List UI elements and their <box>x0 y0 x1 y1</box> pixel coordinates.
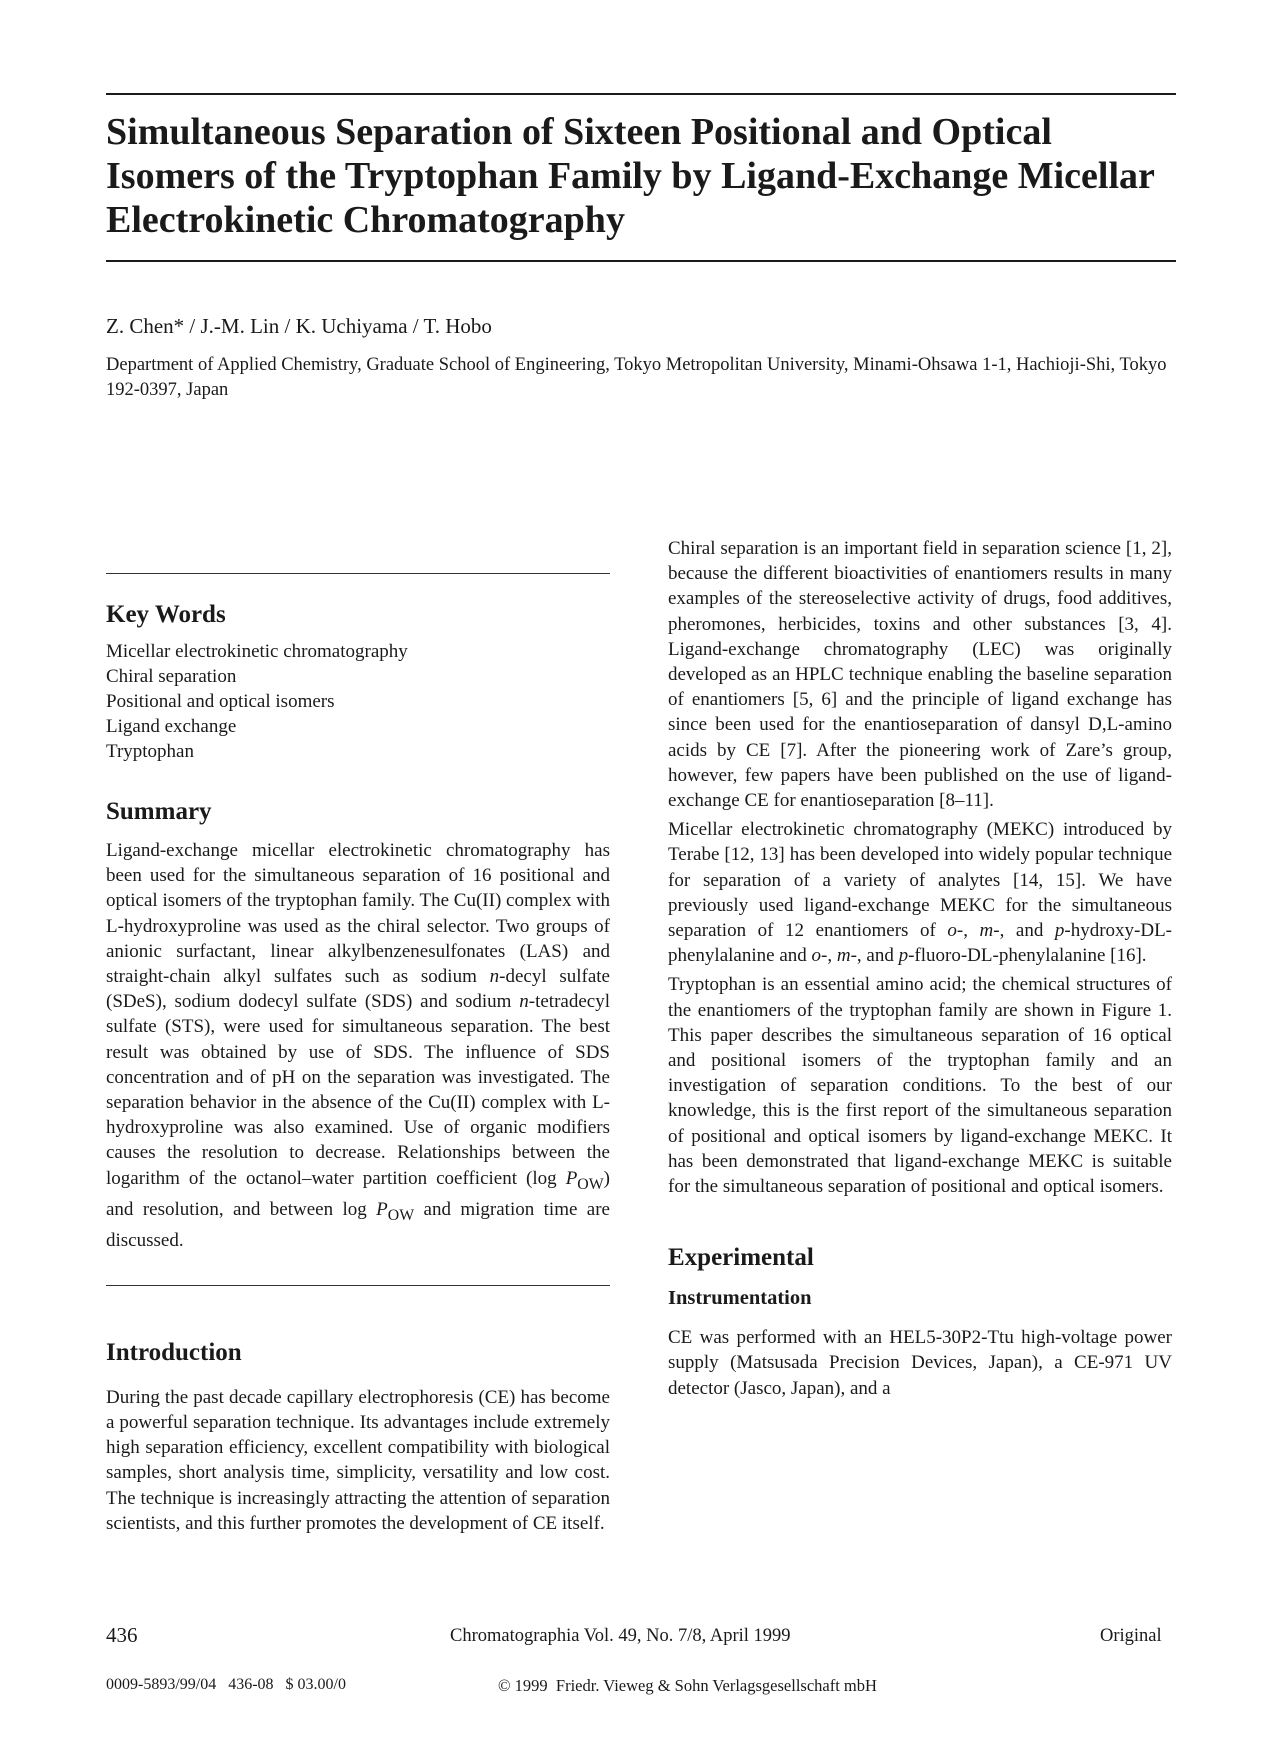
affiliation: Department of Applied Chemistry, Graduate School of Engineering, Tokyo Metropolitan University, Minami-Ohsawa 1-1, Hachioji-Shi, Tokyo 192-0397, Japan <box>106 355 1167 400</box>
introduction-paragraph-1: During the past decade capillary electrophoresis (CE) has become a powerful separation technique. Its advantages include extremely high separation efficiency, excellent compatibility with biological samples, short analysis time, simplicity, versatility and low cost. The technique is increasingly attracting the attention of separation scientists, and this further promotes the development of CE itself. <box>106 1386 610 1534</box>
keyword-item: Chiral separation <box>106 666 237 687</box>
introduction-paragraph-4: Tryptophan is an essential amino acid; the chemical structures of the enantiomers of the tryptophan family are shown in Figure 1. This paper describes the simultaneous separation of 16 optical and positional isomers of the tryptophan family and an investigation of separation conditions. To the best of our knowledge, this is the first report of the simultaneous separation of positional and optical isomers by ligand-exchange MEKC. It has been demonstrated that ligand-exchange MEKC is suitable for the simultaneous separation of positional and optical isomers. <box>668 974 1172 1198</box>
summary-heading: Summary <box>106 798 212 825</box>
right-column <box>668 536 1172 1401</box>
keyword-item: Positional and optical isomers <box>106 691 335 712</box>
keyword-item: Ligand exchange <box>106 716 237 737</box>
article-type: Original <box>1100 1626 1162 1646</box>
keyword-item: Tryptophan <box>106 741 194 762</box>
issn-code: 0009-5893/99/04 436-08 $ 03.00/0 <box>106 1676 346 1693</box>
introduction-paragraph-2: Chiral separation is an important field in separation science [1, 2], because the different bioactivities of enantiomers results in many examples of the stereoselective activity of drugs, food additives, pheromones, herbicides, toxins and other substances [3, 4]. Ligand-exchange chromatography (LEC) was originally developed as an HPLC technique enabling the baseline separation of enantiomers [5, 6] and the principle of ligand exchange has since been used for the enantioseparation of dansyl D,L-amino acids by CE [7]. After the pioneering work of Zare’s group, however, few papers have been published on the use of ligand-exchange CE for enantioseparation [8–11]. <box>668 538 1172 812</box>
instrumentation-paragraph: CE was performed with an HEL5-30P2-Ttu high-voltage power supply (Matsusada Precision Devices, Japan), a CE-971 UV detector (Jasco, Japan), and a <box>668 1327 1172 1399</box>
page-number: 436 <box>106 1623 138 1647</box>
keywords-top-rule <box>106 573 610 574</box>
experimental-heading: Experimental <box>668 1244 814 1272</box>
keywords-heading: Key Words <box>106 601 226 628</box>
summary-bottom-rule <box>106 1285 610 1286</box>
introduction-heading: Introduction <box>106 1338 242 1366</box>
summary-text: Ligand-exchange micellar electrokinetic chromatography has been used for the simultaneous separation of 16 positional and optical isomers of the tryptophan family. The Cu(II) complex with L-hydroxyproline was used as the chiral selector. Two groups of anionic surfactant, linear alkylbenzenesulfonates (LAS) and straight-chain alkyl sulfates such as sodium n-decyl sulfate (SDeS), sodium dodecyl sulfate (SDS) and sodium n-tetradecyl sulfate (STS), were used for simultaneous separation. The best result was obtained by use of SDS. The influence of SDS concentration and of pH on the separation was investigated. The separation behavior in the absence of the Cu(II) complex with L-hydroxyproline was also examined. Use of organic modifiers causes the resolution to decrease. Relationships between the logarithm of the octanol–water partition coefficient (log $P_{OW}$) and resolution, and between $\log P_{OW}$ and migration time are discussed. <box>106 840 610 1251</box>
left-column <box>106 600 610 1535</box>
keyword-item: Micellar electrokinetic chromatography <box>106 641 408 662</box>
title-bottom-rule <box>106 260 1176 262</box>
author-list: Z. Chen* / J.-M. Lin / K. Uchiyama / T. Hobo <box>106 314 492 338</box>
copyright-notice: © 1999 Friedr. Vieweg & Sohn Verlagsgesellschaft mbH <box>498 1676 877 1695</box>
top-rule <box>106 93 1176 95</box>
introduction-paragraph-3: Micellar electrokinetic chromatography (MEKC) introduced by Terabe [12, 13] has been developed into widely popular technique for separation of a variety of analytes [14, 15]. We have previously used ligand-exchange MEKC for the simultaneous separation of 12 enantiomers of o-, m-, and p-hydroxy-DL-phenylalanine and o-, m-, and p-fluoro-DL-phenylalanine [16]. <box>668 819 1173 967</box>
journal-citation: Chromatographia Vol. 49, No. 7/8, April 1999 <box>450 1626 791 1646</box>
paper-title: Simultaneous Separation of Sixteen Positional and Optical Isomers of the Tryptophan Family by Ligand-Exchange Micellar Electrokinetic Chromatography <box>106 111 1155 241</box>
instrumentation-subheading: Instrumentation <box>668 1287 812 1310</box>
